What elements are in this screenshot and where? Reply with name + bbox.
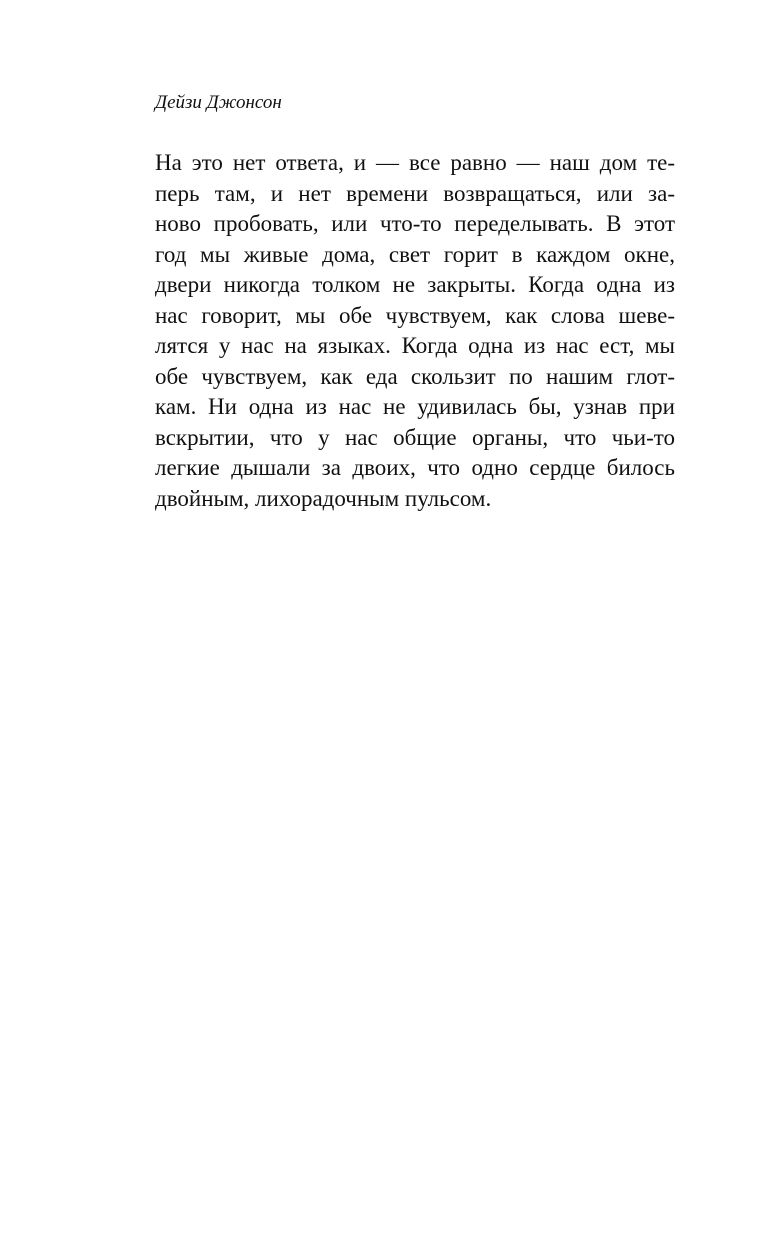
paragraph-line-last: двойным, лихорадочным пульсом. [155, 485, 492, 511]
paragraph-line: год мы живые дома, свет горит в каждом окне, [155, 241, 675, 267]
paragraph-line: ново пробовать, или что-то переделывать. В этот [155, 211, 675, 236]
body-paragraph [155, 148, 675, 514]
paragraph-line: кам. Ни одна из нас не удивилась бы, узнав при [155, 394, 675, 419]
paragraph-line: легкие дышали за двоих, что одно сердце билось [155, 455, 675, 480]
paragraph-line: вскрытии, что у нас общие органы, что чьи-то [155, 424, 675, 450]
running-head-author: Дейзи Джонсон [155, 92, 282, 113]
paragraph-line: обе чувствуем, как еда скользит по нашим глот- [155, 363, 675, 389]
paragraph-line: нас говорит, мы обе чувствуем, как слова шеве- [155, 302, 675, 328]
paragraph-line: перь там, и нет времени возвращаться, или за- [155, 180, 675, 206]
paragraph-line: лятся у нас на языках. Когда одна из нас ест, мы [155, 333, 675, 358]
paragraph-line: двери никогда толком не закрыты. Когда одна из [155, 272, 675, 297]
paragraph-line: На это нет ответа, и — все равно — наш дом те- [155, 150, 675, 175]
